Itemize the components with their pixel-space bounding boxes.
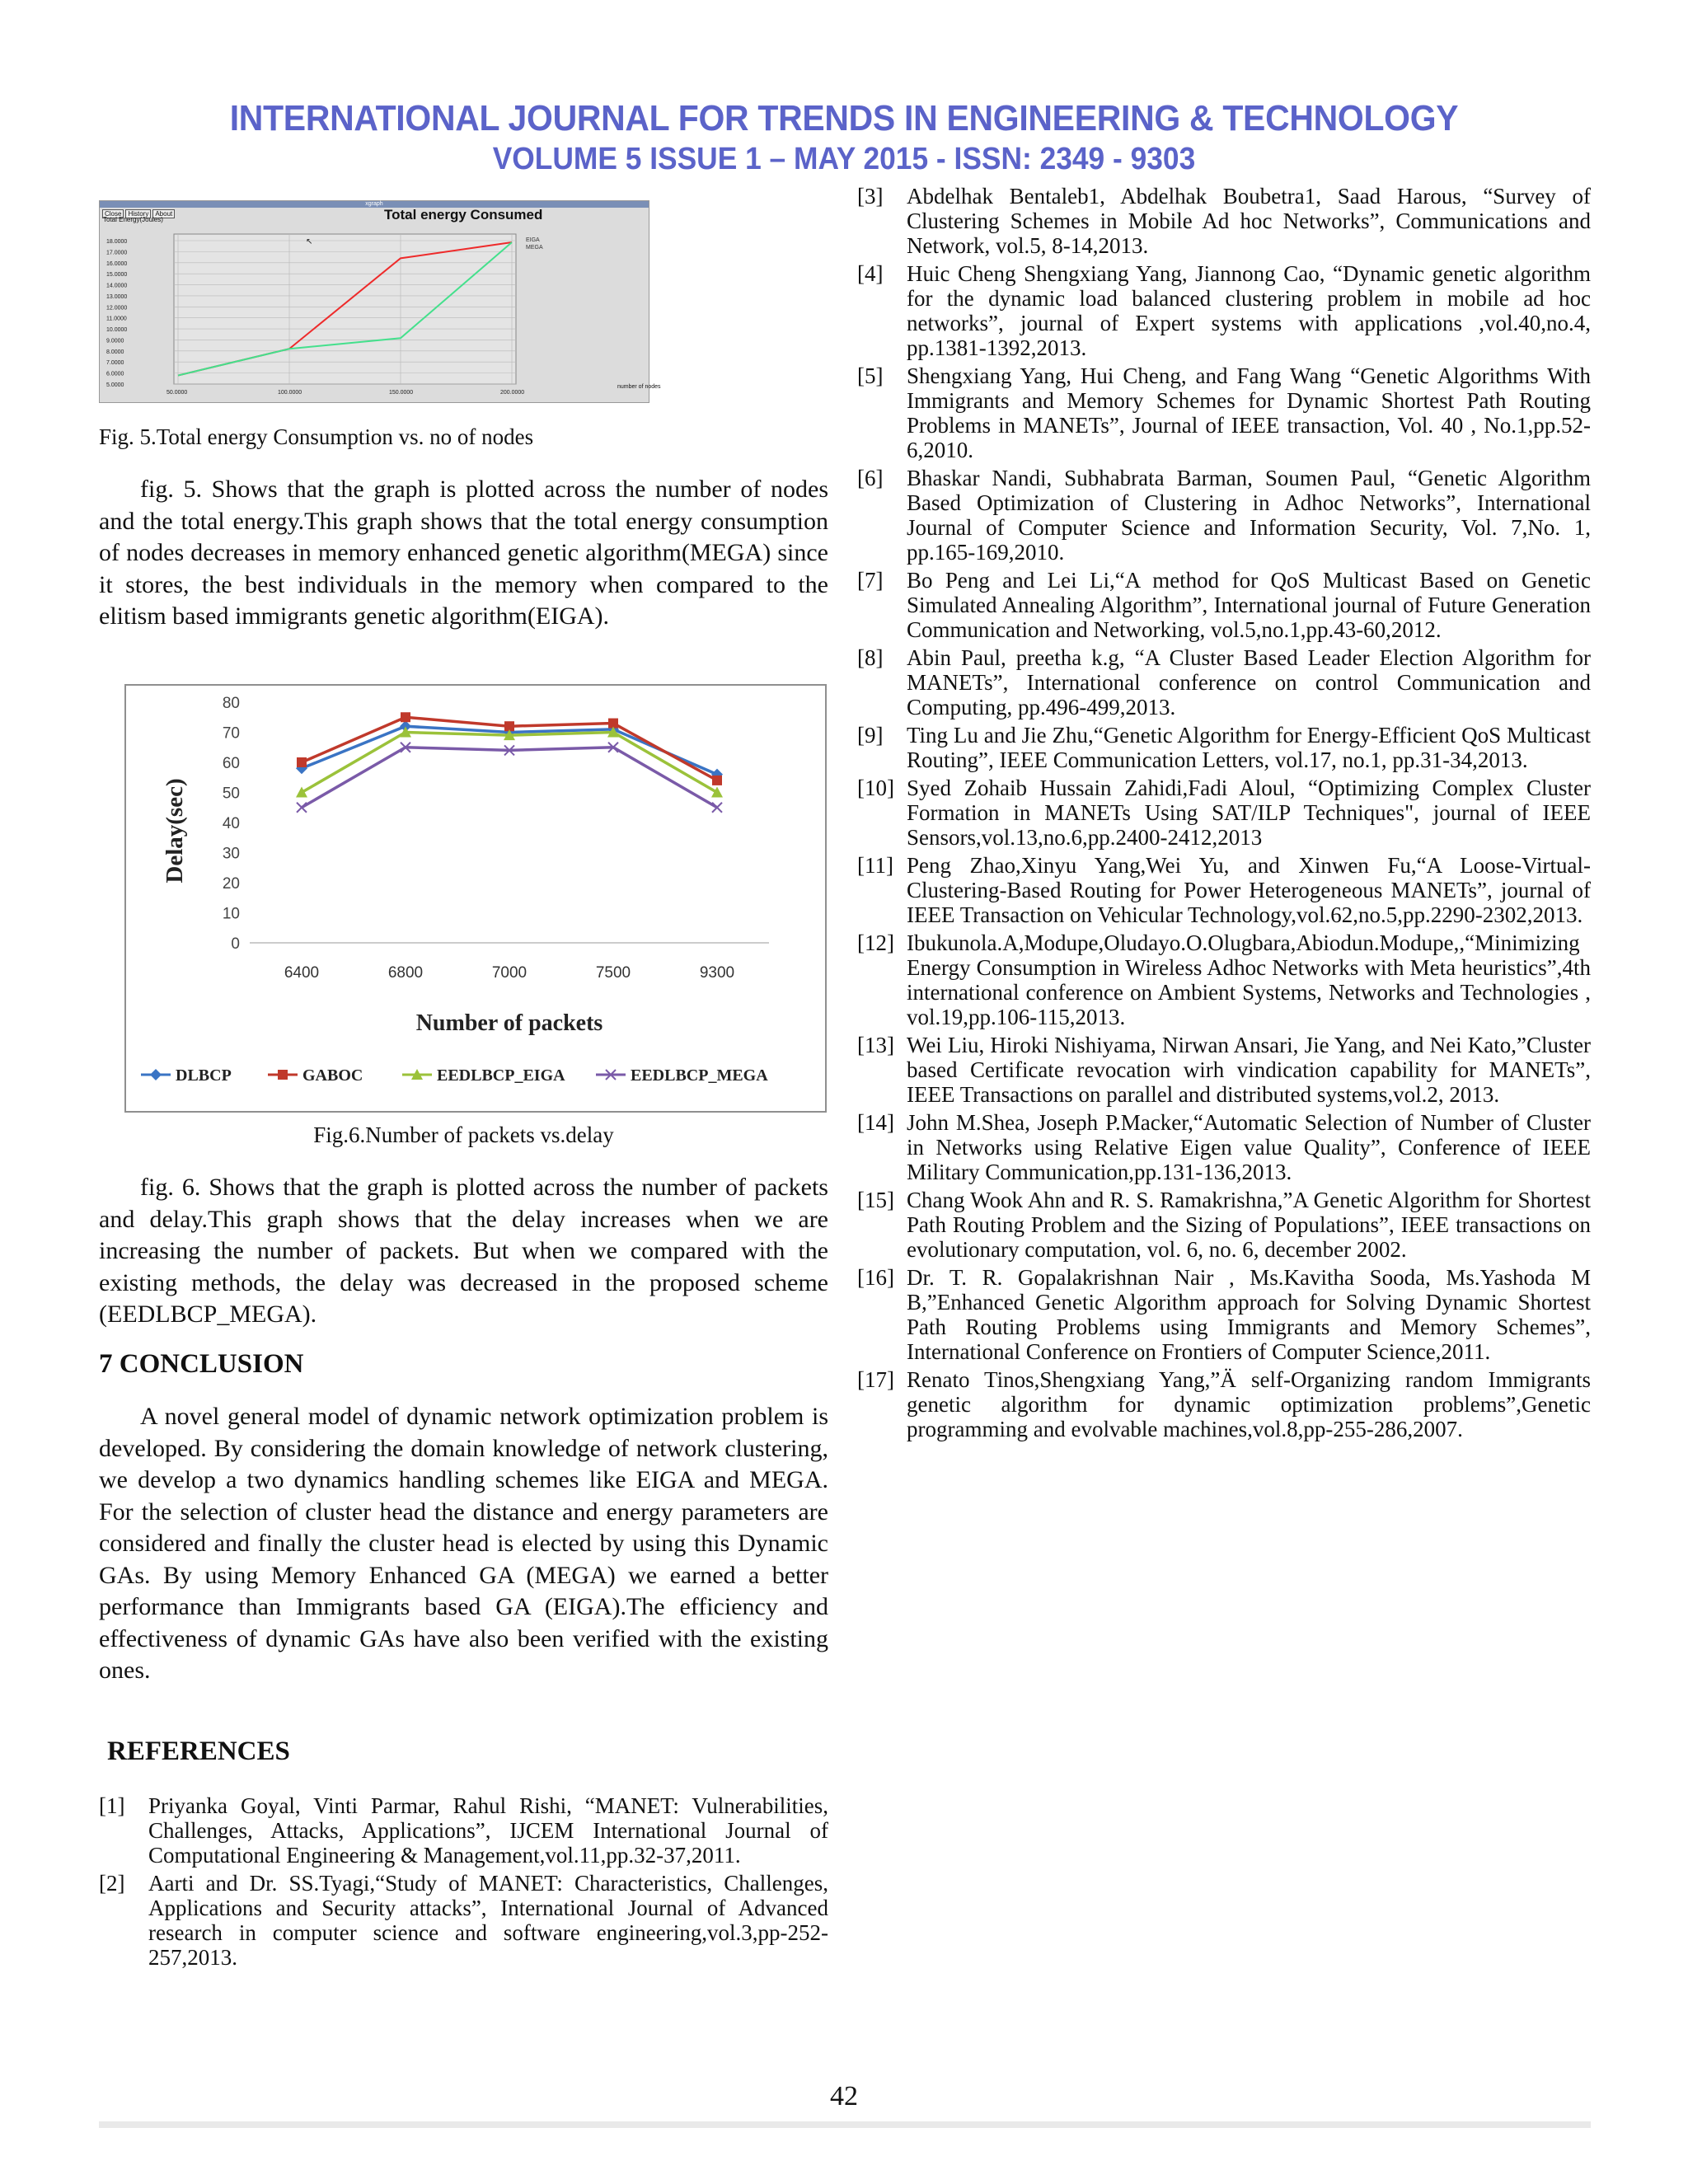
fig5-y-tick: 14.0000: [106, 283, 128, 289]
fig5-x-tick: 50.0000: [166, 390, 188, 396]
fig6-legend-label-dlbcp: DLBCP: [176, 1066, 232, 1085]
reference-item: [857, 1110, 1591, 1184]
fig5-plot: [100, 201, 650, 404]
fig6-x-tick: 7000: [491, 964, 528, 982]
fig6-legend-marker-dlbcp: [150, 1069, 162, 1080]
reference-text: Bo Peng and Lei Li,“A method for QoS Multicast Based on Genetic Simulated Annealing Algorithm”, International journal of Future Generation Communication and Networking, vol.5,no.1,pp.43-60,2012.: [907, 568, 1591, 642]
reference-text: Huic Cheng Shengxiang Yang, Jiannong Cao, “Dynamic genetic algorithm for the dynamic load balanced clustering problem in mobile ad hoc networks”, journal of Expert systems with applications ,vol.40,no.4, pp.1381-1392,2013.: [907, 261, 1591, 360]
conclusion-heading: 7 CONCLUSION: [99, 1349, 304, 1379]
fig5-y-tick: 17.0000: [106, 250, 128, 256]
reference-number: [6]: [857, 466, 884, 490]
references-heading: REFERENCES: [107, 1736, 290, 1766]
fig6-point-eedlbcp-eiga: [711, 787, 723, 798]
reference-text: Priyanka Goyal, Vinti Parmar, Rahul Rishi, “MANET: Vulnerabilities, Challenges, Attacks, Applications”, IJCEM International Journal of Computational Engineering & Management,vol.11,pp.32-37,2011.: [148, 1793, 828, 1868]
reference-item: [857, 853, 1591, 927]
fig5-about-button[interactable]: About: [152, 209, 175, 218]
fig5-y-tick: 16.0000: [106, 260, 128, 267]
cursor-icon: ↖: [306, 237, 313, 246]
fig6-plot: [126, 686, 828, 1114]
reference-item: [857, 723, 1591, 772]
conclusion-text: A novel general model of dynamic network optimization problem is developed. By considering the domain knowledge of network clustering, we develop a two dynamics handling schemes like EIGA and MEGA. For the selection of cluster head the distance and energy parameters are considered and finally the cluster head is elected by using this Dynamic GAs. By using Memory Enhanced GA (MEGA) we earned a better performance than Immigrants based GA (EIGA).The efficiency and effectiveness of dynamic GAs have also been verified with the existing ones.: [99, 1403, 828, 1684]
reference-number: [15]: [857, 1188, 894, 1212]
fig5-description-text: fig. 5. Shows that the graph is plotted across the number of nodes and the total energy.This graph shows that the total energy consumption of nodes decreases in memory enhanced genetic algorithm(MEGA) since it stores, the best individuals in the memory when compared to the elitism based immigrants genetic algorithm(EIGA).: [99, 476, 828, 630]
reference-number: [16]: [857, 1265, 894, 1290]
reference-text: Ting Lu and Jie Zhu,“Genetic Algorithm for Energy-Efficient QoS Multicast Routing”, IEEE Communication Letters, vol.17, no.1, pp.31-34,2013.: [907, 723, 1591, 772]
reference-number: [11]: [857, 853, 893, 878]
reference-number: [4]: [857, 261, 884, 286]
fig6-x-tick: 6800: [387, 964, 424, 982]
fig6-description: [99, 1172, 828, 1331]
fig6-y-tick: 20: [222, 875, 240, 893]
page-number: 42: [830, 2081, 858, 2111]
reference-text: Chang Wook Ahn and R. S. Ramakrishna,”A Genetic Algorithm for Shortest Path Routing Problem and the Sizing of Populations”, IEEE transactions on evolutionary computation, vol. 6, no. 6, december 2002.: [907, 1188, 1591, 1262]
reference-number: [1]: [99, 1793, 125, 1818]
journal-header: [0, 97, 1688, 178]
fig6-y-tick: 70: [222, 724, 240, 743]
fig5-x-tick: 100.0000: [278, 390, 302, 396]
conclusion-body: [99, 1401, 828, 1687]
fig6-point-gaboc: [297, 757, 307, 767]
reference-text: Shengxiang Yang, Hui Cheng, and Fang Wang “Genetic Algorithms With Immigrants and Memory Schemes for Dynamic Shortest Path Routing Problems in MANETs”, Journal of IEEE transaction, Vol. 40 , No.1,pp.52-6,2010.: [907, 363, 1591, 462]
reference-number: [2]: [99, 1871, 125, 1896]
fig6-y-tick: 30: [222, 845, 240, 863]
reference-number: [12]: [857, 930, 894, 955]
fig6-y-tick: 80: [222, 695, 240, 712]
fig5-xlabel: number of nodes: [617, 384, 661, 390]
fig6-series-eedlbcp-eiga: [302, 733, 717, 793]
journal-title: INTERNATIONAL JOURNAL FOR TRENDS IN ENGINEERING & TECHNOLOGY: [229, 98, 1459, 138]
fig6-point-gaboc: [401, 712, 410, 722]
fig6-caption: Fig.6.Number of packets vs.delay: [313, 1122, 614, 1147]
reference-number: [10]: [857, 776, 894, 800]
fig5-y-tick: 9.0000: [106, 338, 124, 344]
reference-item: [857, 466, 1591, 565]
reference-item: [99, 1871, 828, 1970]
reference-item: [857, 1033, 1591, 1107]
fig6-point-eedlbcp-eiga: [296, 787, 307, 798]
fig5-caption: Fig. 5.Total energy Consumption vs. no of nodes: [99, 424, 534, 449]
reference-item: [857, 776, 1591, 850]
fig6-xlabel: Number of packets: [415, 1010, 603, 1036]
reference-number: [17]: [857, 1367, 894, 1392]
fig6-y-tick: 40: [222, 815, 240, 832]
reference-text: Abin Paul, preetha k.g, “A Cluster Based Leader Election Algorithm for MANETs”, International conference on control Communication and Computing, pp.496-499,2013.: [907, 645, 1591, 719]
reference-text: Ibukunola.A,Modupe,Oludayo.O.Olugbara,Abiodun.Modupe,,“Minimizing Energy Consumption in Wireless Adhoc Networks with Meta heuristics”,4th international conference on Ambient Systems, Networks and Technologies , vol.19,pp.106-115,2013.: [907, 930, 1591, 1029]
fig5-x-tick: 200.0000: [500, 390, 525, 396]
reference-item: [857, 363, 1591, 462]
reference-number: [7]: [857, 568, 884, 593]
reference-item: [857, 1188, 1591, 1262]
fig6-ylabel: Delay(sec): [162, 778, 188, 883]
reference-item: [857, 1265, 1591, 1364]
fig5-plot-area: [174, 234, 516, 384]
footer-divider: [99, 2121, 1591, 2128]
fig6-y-tick: 60: [222, 755, 240, 772]
reference-number: [14]: [857, 1110, 894, 1135]
fig5-y-tick: 6.0000: [106, 371, 124, 377]
reference-text: Renato Tinos,Shengxiang Yang,”Ä self-Organizing random Immigrants genetic algorithm for dynamic optimization problems”,Genetic programming and evolvable machines,vol.8,pp-255-286,2007.: [907, 1367, 1591, 1441]
fig5-window-title: xgraph: [100, 201, 649, 208]
fig6-chart: [124, 684, 827, 1113]
fig5-description: [99, 474, 828, 633]
fig6-legend-label-gaboc: GABOC: [302, 1066, 363, 1085]
reference-text: Peng Zhao,Xinyu Yang,Wei Yu, and Xinwen Fu,“A Loose-Virtual-Clustering-Based Routing for Power Heterogeneous MANETs”, journal of IEEE Transaction on Vehicular Technology,vol.62,no.5,pp.2290-2302,2013.: [907, 853, 1591, 927]
fig5-close-button[interactable]: Close: [102, 209, 124, 218]
fig5-history-button[interactable]: History: [125, 209, 151, 218]
fig5-y-tick: 8.0000: [106, 349, 124, 355]
fig5-title: Total energy Consumed: [384, 207, 543, 223]
fig6-point-eedlbcp-mega: [712, 803, 722, 813]
fig5-legend-mega: MEGA: [526, 245, 543, 251]
reference-item: [857, 645, 1591, 719]
fig5-x-tick: 150.0000: [389, 390, 414, 396]
fig5-y-tick: 11.0000: [106, 316, 127, 322]
fig5-y-tick: 13.0000: [106, 293, 128, 300]
reference-number: [8]: [857, 645, 884, 670]
fig6-x-tick: 7500: [595, 964, 631, 982]
fig6-legend-marker-gaboc: [278, 1070, 288, 1080]
reference-item: [857, 184, 1591, 258]
reference-text: Wei Liu, Hiroki Nishiyama, Nirwan Ansari, Jie Yang, and Nei Kato,”Cluster based Certificate revocation wirh vindication capability for MANETs”, IEEE Transactions on parallel and distributed systems,vol.2, 2013.: [907, 1033, 1591, 1107]
fig6-description-text: fig. 6. Shows that the graph is plotted across the number of packets and delay.This graph shows that the delay increases when we are increasing the number of packets. But when we compared with the existing methods, the delay was decreased in the proposed scheme (EEDLBCP_MEGA).: [99, 1174, 828, 1328]
fig6-y-tick: 50: [222, 785, 240, 803]
reference-item: [857, 568, 1591, 642]
reference-number: [5]: [857, 363, 884, 388]
fig5-y-tick: 7.0000: [106, 360, 124, 367]
fig5-y-tick: 18.0000: [106, 239, 128, 245]
reference-item: [857, 930, 1591, 1029]
fig6-point-eedlbcp-mega: [297, 803, 307, 813]
fig5-chart: [99, 200, 661, 403]
reference-text: Syed Zohaib Hussain Zahidi,Fadi Aloul, “Optimizing Complex Cluster Formation in MANETs Using SAT/ILP Techniques", journal of IEEE Sensors,vol.13,no.6,pp.2400-2412,2013: [907, 776, 1591, 850]
fig6-point-gaboc: [712, 776, 722, 785]
fig5-ylabel: Total Energy(Joules): [103, 216, 163, 223]
reference-number: [13]: [857, 1033, 894, 1057]
reference-text: Abdelhak Bentaleb1, Abdelhak Boubetra1, Saad Harous, “Survey of Clustering Schemes in Mobile Ad hoc Networks”, Communications and Network, vol.5, 8-14,2013.: [907, 184, 1591, 258]
fig6-x-tick: 9300: [699, 964, 735, 982]
reference-text: Aarti and Dr. SS.Tyagi,“Study of MANET: Characteristics, Challenges, Applications and Security attacks”, International Journal of Advanced research in computer science and software engineering,vol.3,pp-252-257,2013.: [148, 1871, 828, 1970]
references-list-right: [857, 184, 1591, 1445]
reference-item: [99, 1793, 828, 1868]
reference-text: John M.Shea, Joseph P.Macker,“Automatic Selection of Number of Cluster in Networks using Relative Eigen value Quality”, Conference of IEEE Military Communication,pp.131-136,2013.: [907, 1110, 1591, 1184]
fig6-y-tick: 10: [222, 905, 240, 923]
reference-number: [9]: [857, 723, 884, 748]
fig5-legend-eiga: EIGA: [526, 237, 540, 243]
fig5-y-tick: 15.0000: [106, 272, 128, 279]
reference-item: [857, 1367, 1591, 1441]
reference-number: [3]: [857, 184, 884, 209]
fig6-y-tick: 0: [231, 935, 240, 953]
fig6-legend-label-eedlbcp-mega: EEDLBCP_MEGA: [631, 1066, 768, 1085]
fig5-y-tick: 5.0000: [106, 382, 124, 388]
reference-item: [857, 261, 1591, 360]
reference-text: Dr. T. R. Gopalakrishnan Nair , Ms.Kavitha Sooda, Ms.Yashoda M B,”Enhanced Genetic Algorithm approach for Solving Dynamic Shortest Path Routing Problems using Immigrants and Memory Schemes”, International Conference on Frontiers of Computer Science,2011.: [907, 1265, 1591, 1364]
fig5-y-tick: 10.0000: [106, 327, 128, 334]
fig6-legend-label-eedlbcp-eiga: EEDLBCP_EIGA: [437, 1066, 565, 1085]
references-list-left: [99, 1793, 828, 1973]
fig5-y-tick: 12.0000: [106, 305, 128, 312]
fig6-x-tick: 6400: [284, 964, 320, 982]
reference-text: Bhaskar Nandi, Subhabrata Barman, Soumen Paul, “Genetic Algorithm Based Optimization of Clustering in Adhoc Networks”, International Journal of Computer Science and Information Security, Vol. 7,No. 1, pp.165-169,2010.: [907, 466, 1591, 565]
journal-issue: VOLUME 5 ISSUE 1 – MAY 2015 - ISSN: 2349 - 9303: [492, 142, 1196, 176]
